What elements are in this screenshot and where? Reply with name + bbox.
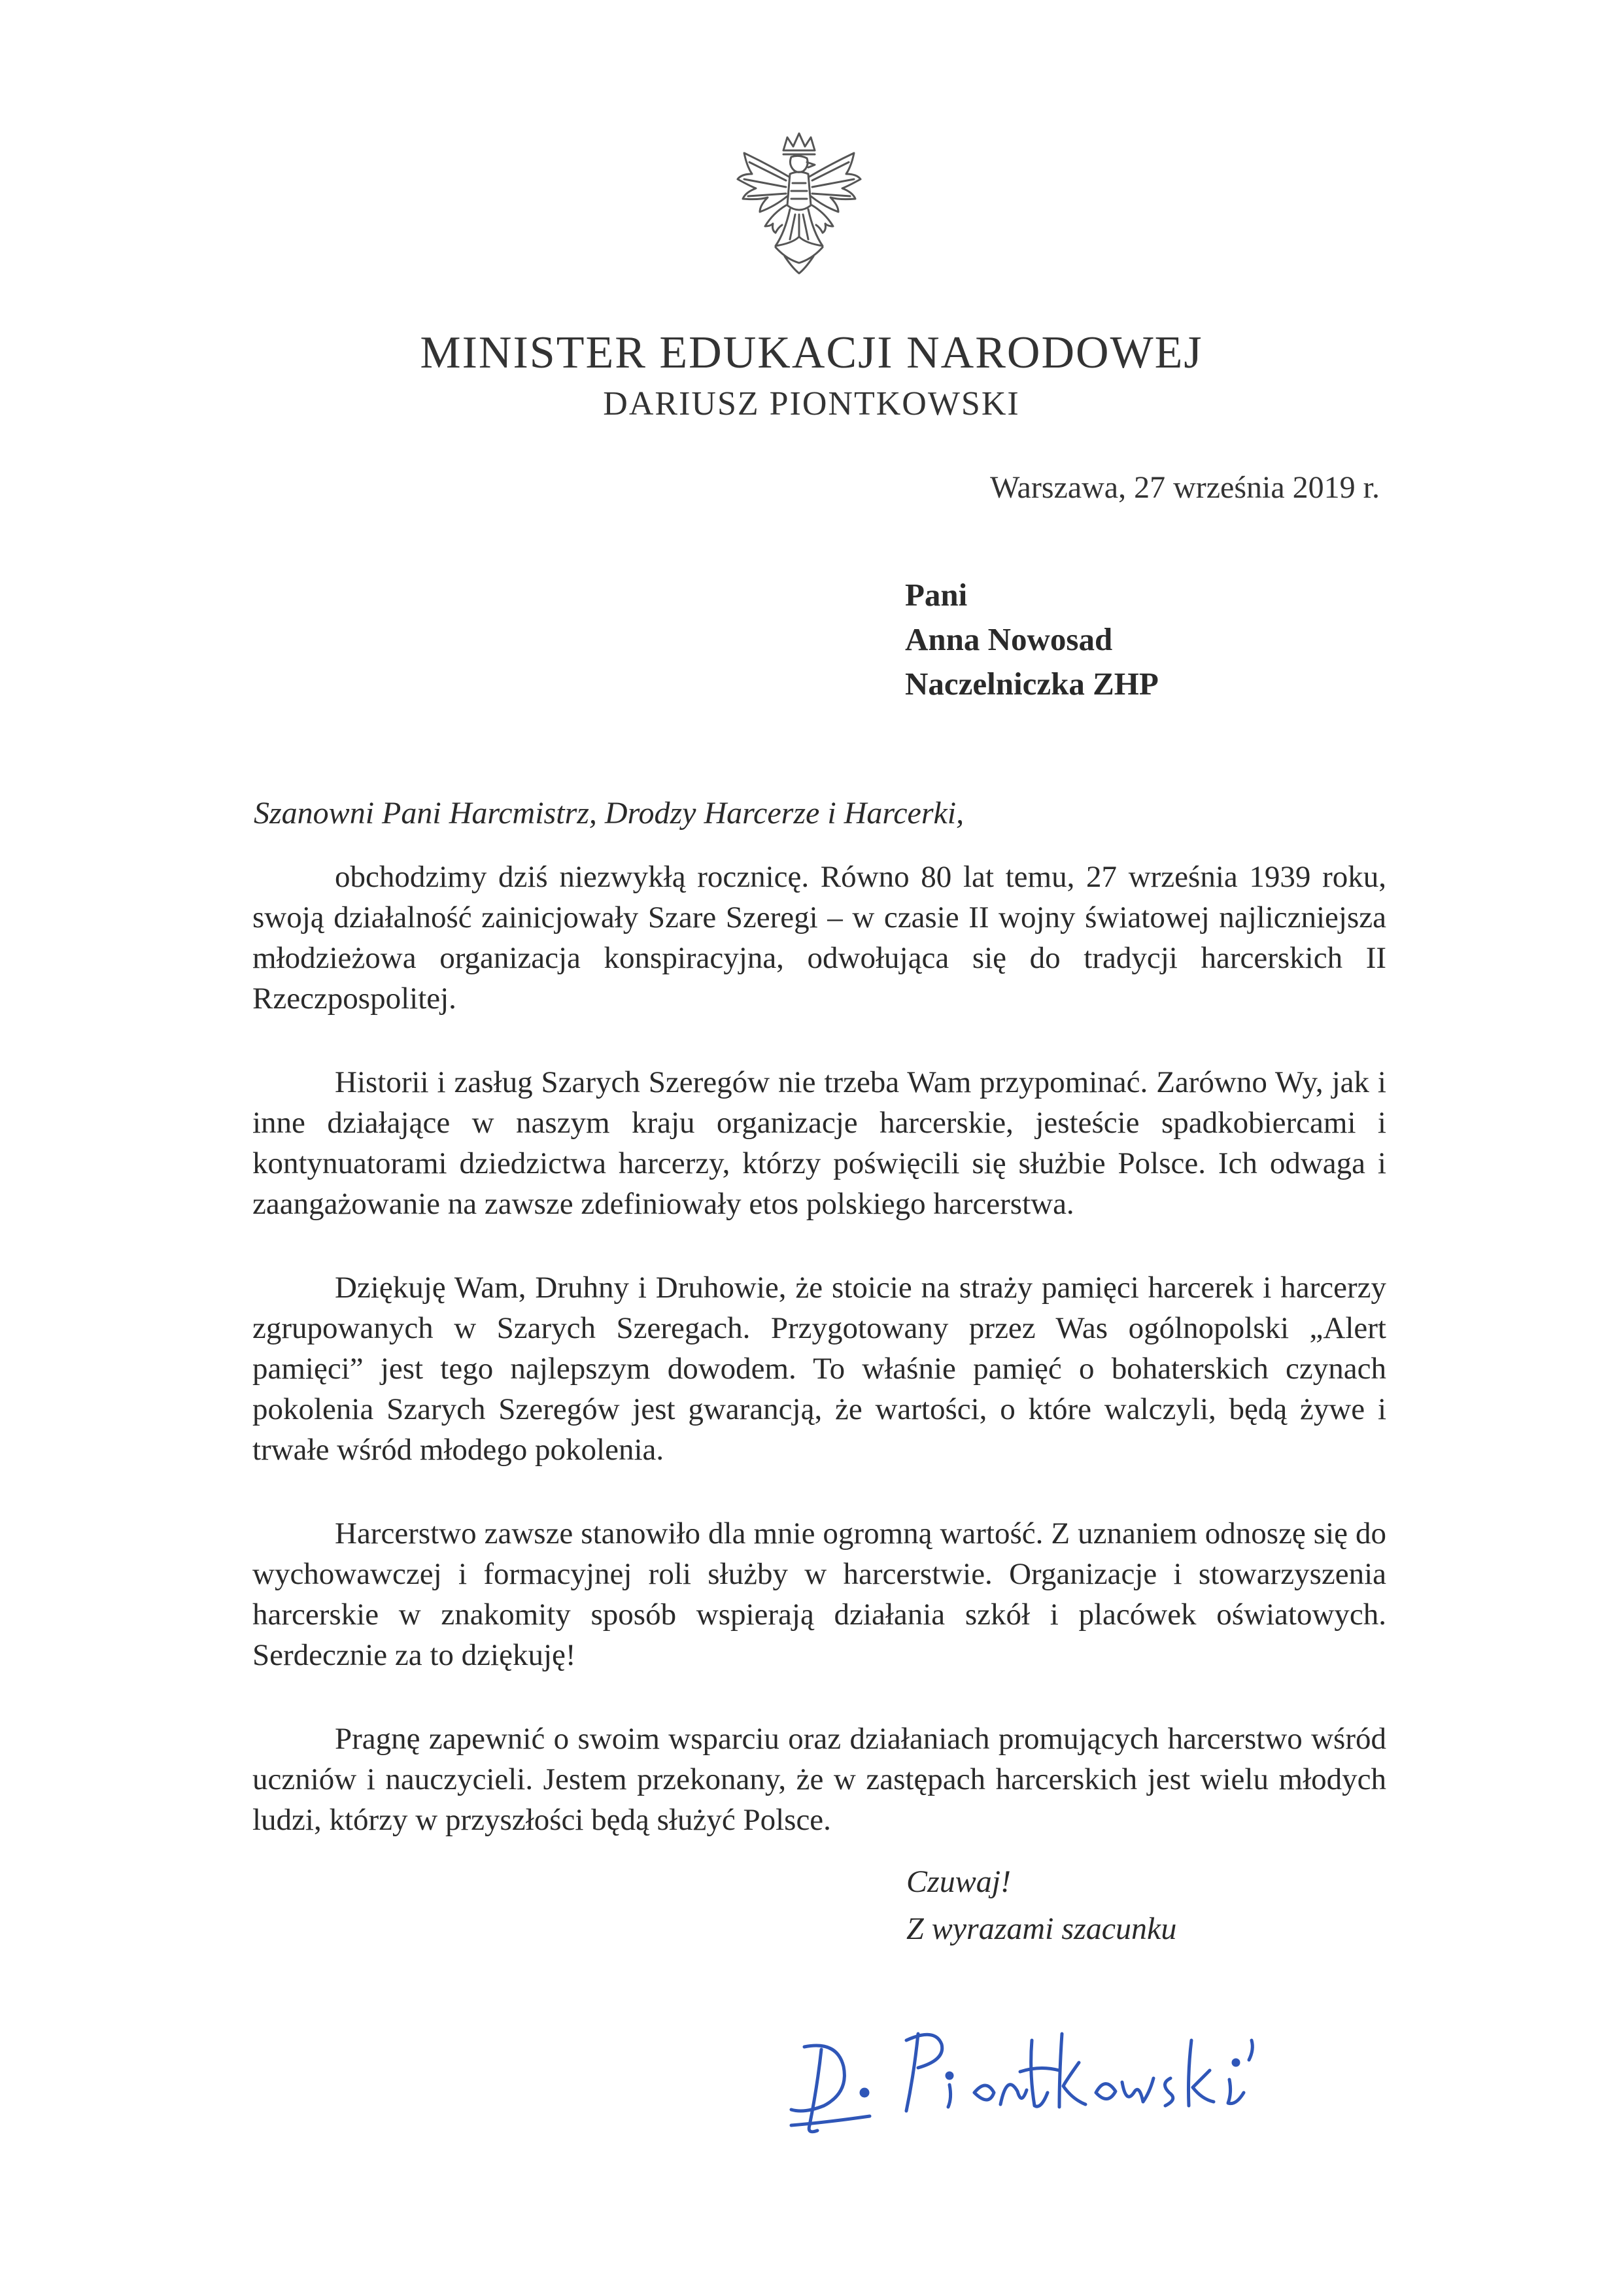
minister-name: DARIUSZ PIONTKOWSKI — [603, 385, 1020, 422]
eagle-emblem-icon — [730, 128, 868, 285]
body-paragraph: Harcerstwo zawsze stanowiło dla mnie ogromną wartość. Z uznaniem odnoszę się do wychowawczej i formacyjnej roli służby w harcerstwie. Organizacje i stowarzyszenia harcerskie w znakomity sposób wspierają działania szkół i placówek oświatowych. Serdecznie za to dziękuję! — [252, 1516, 1386, 1672]
closing-regards: Z wyrazami szacunku — [906, 1911, 1177, 1946]
body-paragraph: Pragnę zapewnić o swoim wsparciu oraz działaniach promujących harcerstwo wśród uczniów i nauczycieli. Jestem przekonany, że w zastępach harcerskich jest wielu młodych ludzi, którzy w przyszłości będą służyć Polsce. — [252, 1722, 1386, 1837]
letter-date: Warszawa, 27 września 2019 r. — [990, 470, 1380, 505]
body-paragraph: obchodzimy dziś niezwykłą rocznicę. Równo 80 lat temu, 27 września 1939 roku, swoją działalność zainicjowały Szare Szeregi – w czasie II wojny światowej najliczniejsza młodzieżowa organizacja konspiracyjna, odwołująca się do tradycji harcerskich II Rzeczpospolitej. — [252, 860, 1386, 1016]
letter-body — [252, 857, 1386, 1883]
body-paragraph: Dziękuję Wam, Druhny i Druhowie, że stoicie na straży pamięci harcerek i harcerzy zgrupowanych w Szarych Szeregach. Przygotowany przez Was ogólnopolski „Alert pamięci” jest tego najlepszym dowodem. To właśnie pamięć o bohaterskich czynach pokolenia Szarych Szeregów jest gwarancją, że wartości, o które walczyli, będą żywe i trwałe wśród młodego pokolenia. — [252, 1271, 1386, 1467]
closing-greeting: Czuwaj! — [906, 1864, 1012, 1899]
recipient-title: Pani — [905, 577, 968, 613]
handwritten-signature — [778, 1995, 1314, 2151]
closing-block — [906, 1859, 1176, 1953]
recipient-name: Anna Nowosad — [905, 621, 1113, 657]
minister-title: MINISTER EDUKACJI NARODOWEJ — [420, 328, 1203, 378]
recipient-block — [905, 573, 1159, 706]
salutation: Szanowni Pani Harcmistrz, Drodzy Harcerze i Harcerki, — [254, 796, 965, 831]
body-paragraph: Historii i zasług Szarych Szeregów nie trzeba Wam przypominać. Zarówno Wy, jak i inne działające w naszym kraju organizacje harcerskie, jesteście spadkobiercami i kontynuatorami dziedzictwa harcerzy, którzy poświęcili się służbie Polsce. Ich odwaga i zaangażowanie na zawsze zdefiniowały etos polskiego harcerstwa. — [252, 1065, 1386, 1221]
recipient-role: Naczelniczka ZHP — [905, 666, 1159, 702]
